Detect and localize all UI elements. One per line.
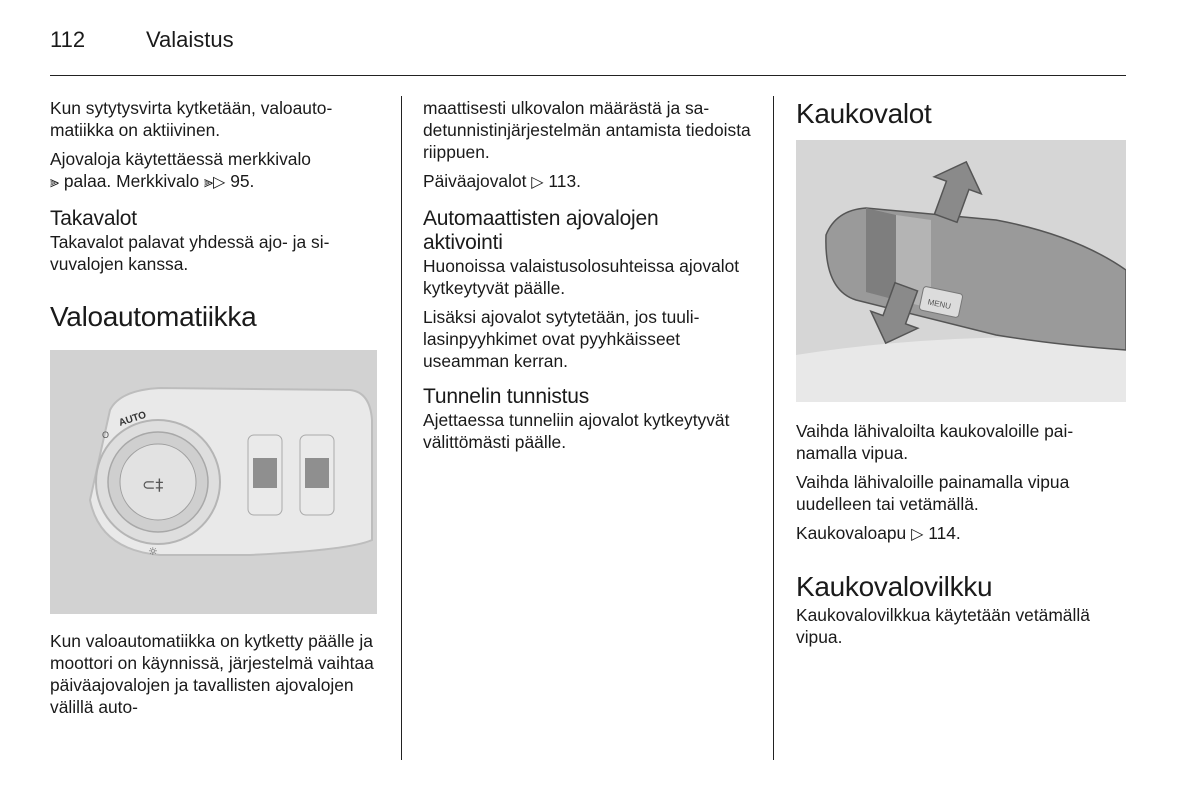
paragraph: Kaukovaloapu ▷ 114. (796, 522, 1126, 546)
column-3 (796, 97, 1126, 131)
paragraph: Kaukovalovilkkua käytetään vetämällä vipua. (796, 605, 1090, 647)
light-switch-illustration (50, 350, 377, 614)
column-1 (50, 97, 380, 334)
heading-auto-activation: Automaattisten ajovalojen aktivointi (423, 207, 659, 254)
column-divider-1 (401, 96, 402, 760)
page-number: 112 (50, 27, 86, 52)
svg-text:☼: ☼ (148, 545, 158, 558)
paragraph: Ajovaloja käytettäessä merkkivalo ⫸ palaa. Merkkivalo ⫸▷ 95. (50, 148, 380, 194)
paragraph: Päiväajovalot ▷ 113. (423, 170, 758, 194)
stalk-figure (796, 140, 1126, 402)
paragraph: Vaihda lähivaloille painamalla vipua uudelleen tai vetämällä. (796, 472, 1070, 514)
paragraph: Huonoissa valaistusolosuhteissa ajovalot kytkeytyvät päälle. (423, 256, 740, 298)
header-rule (50, 75, 1126, 76)
paragraph: Ajettaessa tunneliin ajovalot kytkeytyvät välittömästi päälle. (423, 410, 730, 452)
column-2 (423, 97, 758, 460)
section-title: Valaistus (146, 27, 234, 52)
column-divider-2 (773, 96, 774, 760)
parking-light-icon: ⫸ (204, 174, 214, 191)
column-1-continued (50, 630, 380, 725)
heading-kaukovalovilkku: Kaukovalovilkku (796, 571, 993, 602)
menu-label: MENU (926, 297, 952, 312)
heading-kaukovalot: Kaukovalot (796, 98, 932, 129)
heading-valoautomatiikka: Valoautomatiikka (50, 301, 257, 332)
page-ref-icon: ▷ (531, 174, 544, 191)
svg-text:⊂‡: ⊂‡ (142, 475, 164, 494)
paragraph: Kun sytytysvirta kytketään, valoautomatiikka on aktiivinen. (50, 98, 333, 140)
heading-takavalot: Takavalot (50, 207, 137, 230)
paragraph: Takavalot palavat yhdessä ajo- ja sivuvalojen kanssa. (50, 232, 330, 274)
paragraph: maattisesti ulkovalon määrästä ja sadetunnistinjärjestelmän antamista tiedoista riippuen. (423, 98, 751, 162)
paragraph: Vaihda lähivaloilta kaukovaloille painamalla vipua. (796, 421, 1074, 463)
auto-label: AUTO (117, 409, 148, 429)
page-ref-icon: ▷ (213, 174, 226, 191)
column-3-continued (796, 420, 1126, 655)
page-ref-icon: ▷ (911, 526, 924, 543)
paragraph: Kun valoautomatiikka on kytketty päälle ja moottori on käynnissä, järjestelmä vaihtaa päiväajovalojen ja tavallisten ajovalojen välillä auto- (50, 631, 374, 717)
heading-tunneli: Tunnelin tunnistus (423, 385, 590, 408)
paragraph: Lisäksi ajovalot sytytetään, jos tuulilasinpyyhkimet ovat pyyhkäisseet useamman kerran. (423, 307, 700, 371)
stalk-illustration (796, 140, 1126, 402)
parking-light-icon: ⫸ (50, 174, 60, 191)
off-label: O (102, 430, 110, 440)
page-header (50, 27, 234, 53)
light-switch-figure (50, 350, 377, 614)
